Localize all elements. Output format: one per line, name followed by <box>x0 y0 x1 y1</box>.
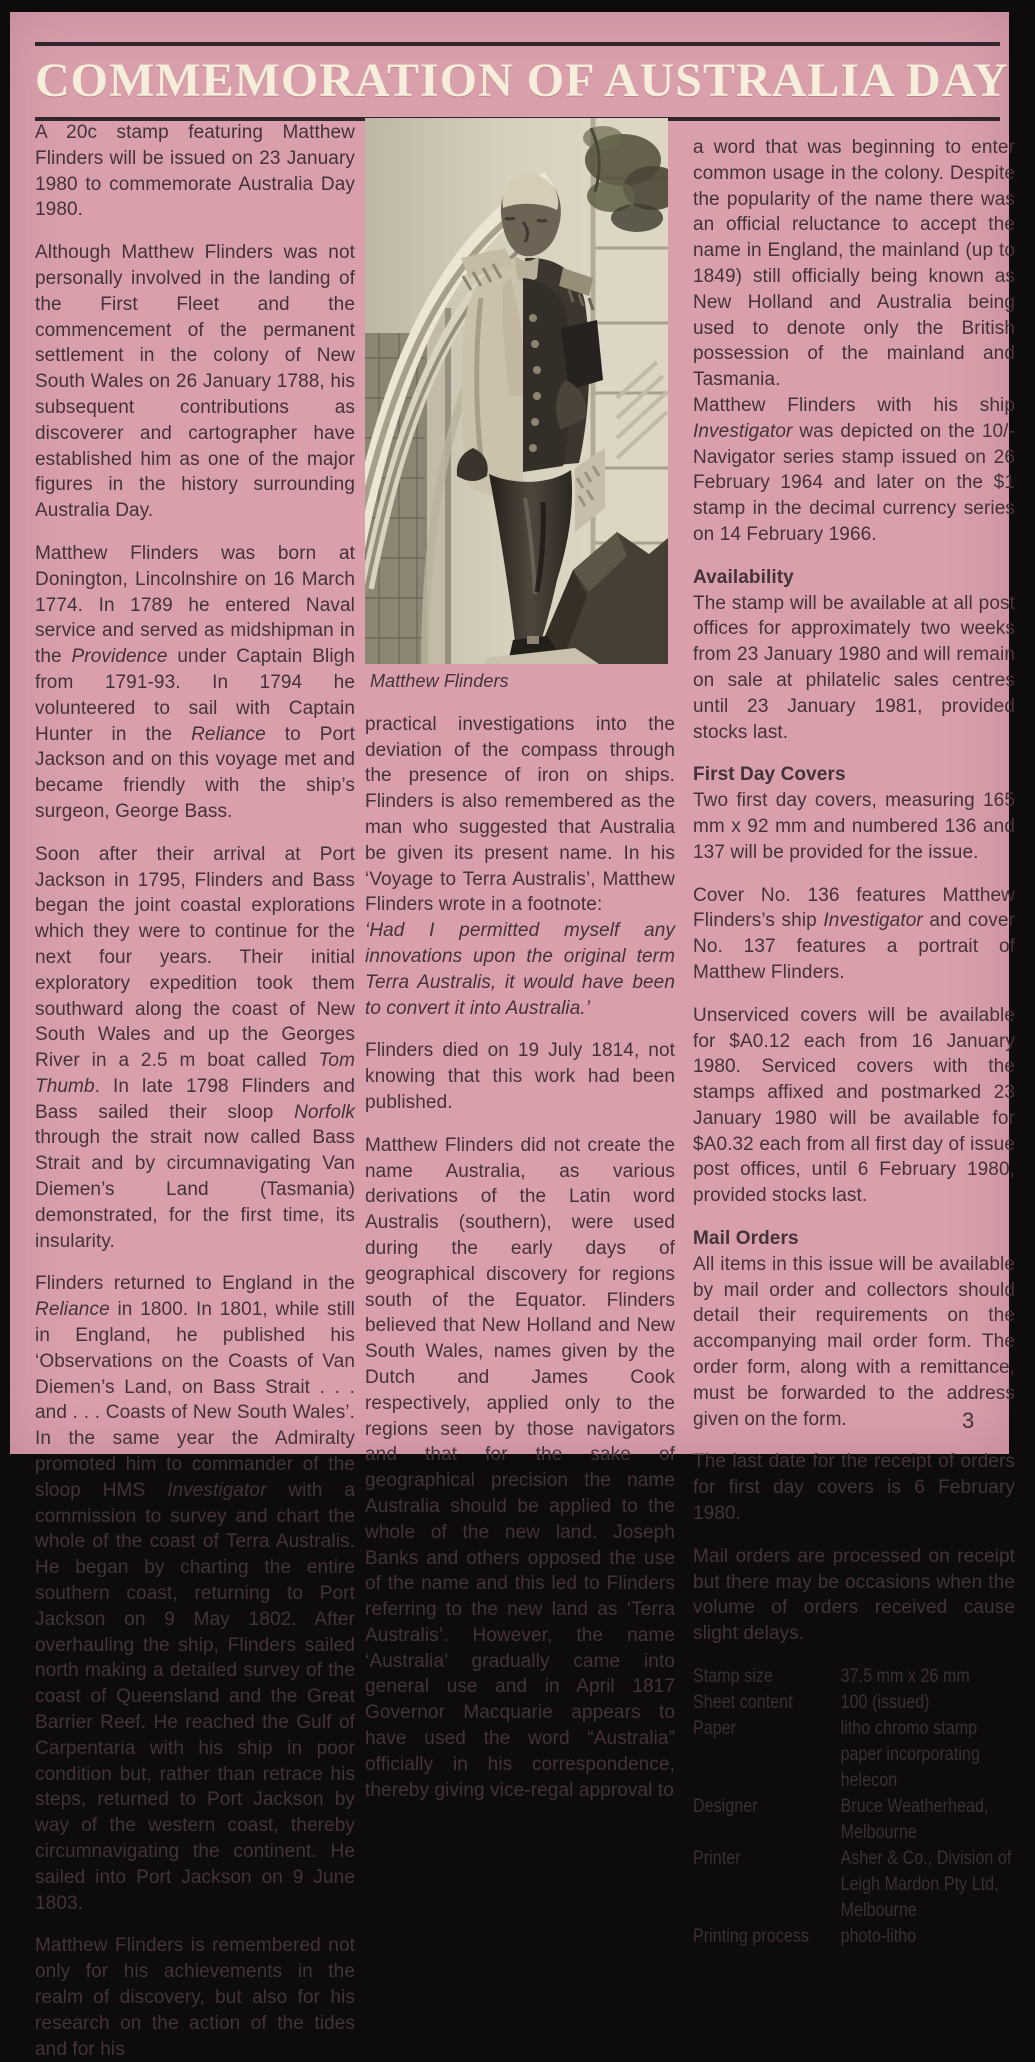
spec-row <box>693 1715 1014 1793</box>
stamp-spec-table <box>693 1663 1014 1949</box>
photo-caption: Matthew Flinders <box>370 671 509 691</box>
bulletin-page <box>10 12 1015 2060</box>
spec-row <box>693 1923 1014 1949</box>
body-paragraph: practical investigations into the deviation of the compass through the presence of iron on ships. Flinders is also remembered as the man who suggested that Australia be given its present name. In his ‘Voyage to Terra Australis’, Matthew Flinders wrote in a footnote: <box>365 713 675 916</box>
spec-label: Designer <box>693 1795 758 1818</box>
spec-value: photo-litho <box>840 1925 917 1948</box>
column-left <box>35 120 355 2062</box>
page-number: 3 <box>962 1408 975 1433</box>
body-paragraph: Two first day covers, measuring 165 mm x 92 mm and numbered 136 and 137 will be provided for the issue. <box>693 790 1015 863</box>
body-paragraph: Matthew Flinders did not create the name Australia, as various derivations of the Latin word Australis (southern), were used during the early days of geographical discovery for regions south of the Equator. Flinders believed that New Holland and New South Wales, names given by the Dutch and James Cook respectively, applied only to the regions seen by those navigators and that for the sake of geographical precision the name Australia should be applied to the whole of the new land. Joseph Banks and others opposed the use of the name and this led to Flinders referring to the new land as ‘Terra Australis’. However, the name ‘Australia’ gradually came into general use and in April 1817 Governor Macquarie appears to have used the word “Australia” officially in his correspondence, thereby giving vice-regal approval to <box>365 1134 675 1801</box>
spec-value: Asher & Co., Division of Leigh Mardon Pty Ltd, Melbourne <box>840 1847 1012 1922</box>
spec-label: Paper <box>693 1717 737 1740</box>
body-paragraph: Soon after their arrival at Port Jackson in 1795, Flinders and Bass began the joint coastal explorations which they were to continue for the next four years. Their initial exploratory expedition took them southward along the coast of New South Wales and up the Georges River in a 2.5 m boat called Tom Thumb. In late 1798 Flinders and Bass sailed their sloop Norfolk through the strait now called Bass Strait and by circumnavigating Van Diemen’s Land (Tasmania) demonstrated, for the first time, its insularity. <box>35 843 355 1252</box>
page-title: COMMEMORATION OF AUSTRALIA DAY <box>35 54 1009 107</box>
column-middle <box>365 118 675 1803</box>
body-paragraph: Unserviced covers will be available for $A0.12 each from 16 January 1980. Serviced covers with the stamps affixed and postmarked 23 January 1980 will be available for $A0.32 each from all first day of issue post offices, until 6 February 1980, provided stocks last. <box>693 1004 1015 1207</box>
body-paragraph: a word that was beginning to enter common usage in the colony. Despite the popularity of the name there was an official reluctance to accept the name in England, the mainland (up to 1849) still officially being known as New Holland and Australia being used to denote only the British possession of the mainland and Tasmania. <box>693 137 1015 391</box>
section-heading: Mail Orders <box>693 1228 799 1250</box>
spec-value: 100 (issued) <box>840 1691 930 1714</box>
body-paragraph: Matthew Flinders was born at Donington, Lincolnshire on 16 March 1774. In 1789 he entered Naval service and served as midshipman in the Providence under Captain Bligh from 1791-93. In 1794 he volunteered to sail with Captain Hunter in the Reliance to Port Jackson and on this voyage met and became friendly with the ship’s surgeon, George Bass. <box>35 542 356 822</box>
spec-label: Printing process <box>693 1925 809 1948</box>
spec-value: 37.5 mm x 26 mm <box>840 1665 970 1688</box>
column-middle-text <box>365 712 675 1804</box>
spec-row <box>693 1663 1014 1689</box>
masthead <box>35 42 1009 121</box>
spec-row <box>693 1845 1014 1923</box>
body-paragraph: Mail orders are processed on receipt but there may be occasions when the volume of orders received cause slight delays. <box>693 1545 1015 1645</box>
body-paragraph: Flinders returned to England in the Reliance in 1800. In 1801, while still in England, he published his ‘Observations on the Coasts of Van Diemen’s Land, on Bass Strait . . . and . . . Coasts of New South Wales’. In the same year the Admiralty promoted him to commander of the sloop HMS Investigator with a commission to survey and chart the whole of the coast of Terra Australis. He began by charting the entire southern coast, returning to Port Jackson on 9 May 1802. After overhauling the ship, Flinders sailed north making a detailed survey of the coast of Queensland and the Great Barrier Reef. He reached the Gulf of Carpentaria with his ship in poor condition but, rather than retrace his steps, returned to Port Jackson by way of the western coast, thereby circumnavigating the continent. He sailed into Port Jackson on 9 June 1803. <box>35 1273 355 1914</box>
body-paragraph: Matthew Flinders with his ship Investigator was depicted on the 10/- Navigator series stamp issued on 26 February 1964 and later on the $1 stamp in the decimal currency series on 14 February 1966. <box>693 394 1015 545</box>
body-paragraph: The last date for the receipt of orders for first day covers is 6 February 1980. <box>693 1451 1015 1525</box>
section-heading: Availability <box>693 566 794 588</box>
spec-value: litho chromo stamp paper incorporating helecon <box>840 1717 980 1792</box>
spec-label: Sheet content <box>693 1691 793 1714</box>
spec-label: Printer <box>693 1847 741 1870</box>
statue-illustration <box>365 118 668 664</box>
body-paragraph: The stamp will be available at all post offices for approximately two weeks from 23 January 1980 and will remain on sale at philatelic sales centres until 23 January 1981, provided stocks last. <box>693 592 1015 743</box>
body-paragraph: Although Matthew Flinders was not personally involved in the landing of the First Fleet and the commencement of the permanent settlement in the colony of New South Wales on 26 January 1788, his subsequent contributions as discoverer and cartographer have established him as one of the major figures in the history surrounding Australia Day. <box>35 242 355 522</box>
column-right <box>693 118 1015 1949</box>
body-paragraph: Cover No. 136 features Matthew Flinders’s ship Investigator and cover No. 137 features a portrait of Matthew Flinders. <box>693 884 1015 983</box>
body-paragraph: Flinders died on 19 July 1814, not knowing that this work had been published. <box>365 1040 675 1113</box>
body-paragraph: Matthew Flinders is remembered not only for his achievements in the realm of discovery, but also for his research on the action of the tides and for his <box>35 1935 355 2060</box>
matthew-flinders-statue-photo <box>365 118 668 664</box>
spec-label: Stamp size <box>693 1665 773 1688</box>
section-heading: First Day Covers <box>693 764 846 786</box>
quote-paragraph: ‘Had I permitted myself any innovations upon the original term Terra Australis, it would have been to convert it into Australia.’ <box>365 920 675 1019</box>
body-paragraph: A 20c stamp featuring Matthew Flinders will be issued on 23 January 1980 to commemorate Australia Day 1980. <box>35 122 355 221</box>
spec-row <box>693 1689 1014 1715</box>
spec-row <box>693 1793 1014 1845</box>
spec-value: Bruce Weatherhead, Melbourne <box>840 1795 989 1844</box>
body-paragraph: All items in this issue will be available by mail order and collectors should detail their requirements on the accompanying mail order form. The order form, along with a remittance, must be forwarded to the address given on the form. <box>693 1253 1015 1430</box>
